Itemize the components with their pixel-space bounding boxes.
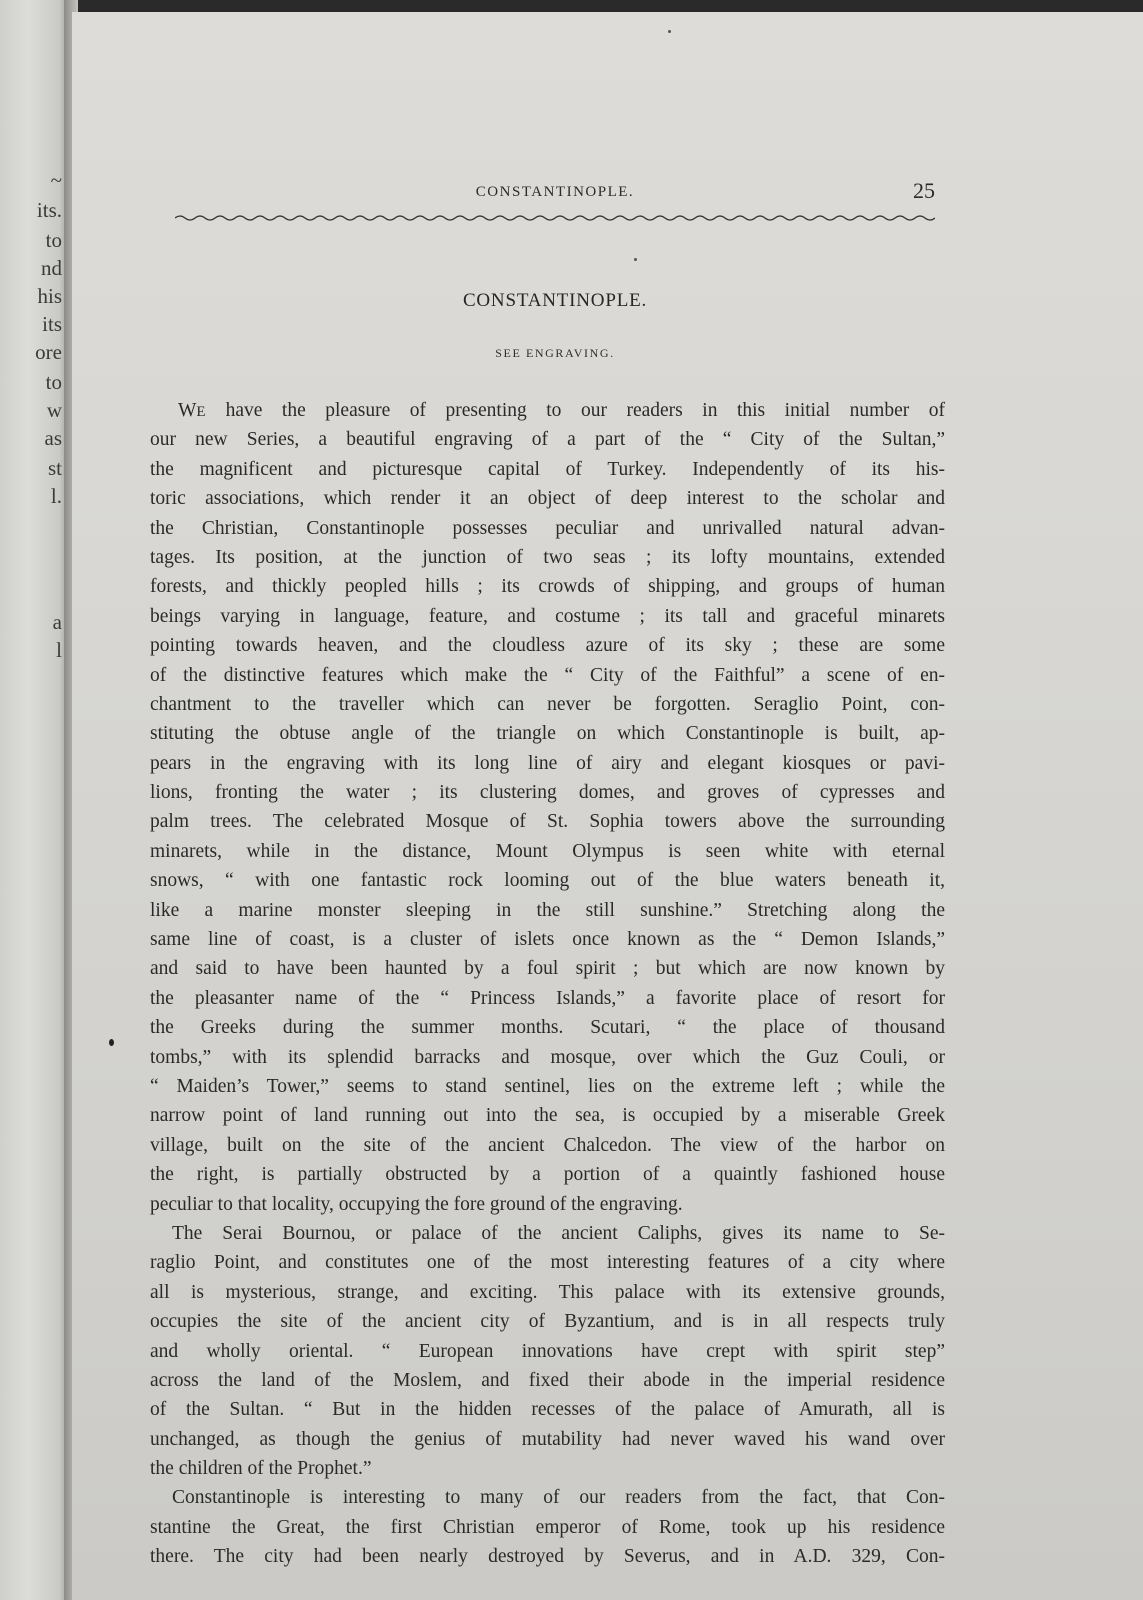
body-line: peculiar to that locality, occupying the fore ground of the engraving.: [150, 1193, 683, 1215]
body-line: “ Maiden’s Tower,” seems to stand sentinel, lies on the extreme left ; while the: [150, 1075, 945, 1097]
body-line: occupies the site of the ancient city of Byzantium, and is in all respects truly: [150, 1311, 945, 1333]
body-line: Constantinople is interesting to many of our readers from the fact, that Con-: [172, 1487, 945, 1509]
body-line: of the distinctive features which make the “ City of the Faithful” a scene of en-: [150, 664, 945, 686]
prev-page-fragment: ore: [35, 340, 62, 364]
running-title: CONSTANTINOPLE.: [475, 184, 635, 200]
prev-page-fragment: a: [52, 610, 62, 634]
article-body: [150, 396, 945, 1572]
prev-page-fragment: as: [44, 426, 62, 450]
paper-speck: [634, 258, 637, 261]
body-line: pears in the engraving with its long line of airy and elegant kiosques or pavi-: [150, 752, 945, 774]
body-line: The Serai Bournou, or palace of the ancient Caliphs, gives its name to Se-: [172, 1222, 945, 1244]
body-line: village, built on the site of the ancient Chalcedon. The view of the harbor on: [150, 1134, 945, 1156]
body-line: and wholly oriental. “ European innovations have crept with spirit step”: [150, 1340, 945, 1362]
small-caps: E: [196, 404, 207, 420]
body-line: lions, fronting the water ; its clustering domes, and groves of cypresses and: [150, 782, 945, 804]
body-line: like a marine monster sleeping in the still sunshine.” Stretching along the: [150, 899, 945, 921]
prev-page-fragment: w: [46, 398, 62, 422]
body-line: stantine the Great, the first Christian emperor of Rome, took up his residence: [150, 1516, 945, 1538]
body-line: toric associations, which render it an object of deep interest to the scholar and: [150, 488, 945, 510]
body-line: all is mysterious, strange, and exciting. This palace with its extensive grounds,: [150, 1281, 945, 1303]
body-line: and said to have been haunted by a foul spirit ; but which are now known by: [150, 958, 945, 980]
body-line: the children of the Prophet.”: [150, 1458, 372, 1480]
body-line: forests, and thickly peopled hills ; its crowds of shipping, and groups of human: [150, 576, 945, 598]
body-line: our new Series, a beautiful engraving of a part of the “ City of the Sultan,”: [150, 429, 945, 451]
prev-page-fragment: l.: [50, 484, 62, 508]
body-line: unchanged, as though the genius of mutability had never waved his wand over: [150, 1428, 945, 1450]
running-header: [175, 180, 935, 208]
prev-page-fragment: its.: [36, 198, 62, 222]
prev-page-fragment: ~: [50, 168, 62, 192]
ink-spot: [109, 1039, 114, 1046]
drop-initial: W: [178, 400, 197, 421]
body-line: the pleasanter name of the “ Princess Islands,” a favorite place of resort for: [150, 987, 945, 1009]
body-line: minarets, while in the distance, Mount Olympus is seen white with eternal: [150, 840, 945, 862]
body-line: pointing towards heaven, and the cloudless azure of its sky ; these are some: [150, 635, 945, 657]
prev-page-fragment: nd: [41, 256, 62, 280]
body-line: beings varying in language, feature, and costume ; its tall and graceful minarets: [150, 605, 945, 627]
body-line: of the Sultan. “ But in the hidden recesses of the palace of Amurath, all is: [150, 1399, 945, 1421]
previous-page-edge: [0, 0, 70, 1600]
body-line: the Greeks during the summer months. Scutari, “ the place of thousand: [150, 1017, 945, 1039]
prev-page-fragment: to: [45, 370, 62, 394]
prev-page-fragment: to: [45, 228, 62, 252]
prev-page-fragment: his: [37, 284, 62, 308]
body-line: tages. Its position, at the junction of two seas ; its lofty mountains, extended: [150, 546, 945, 568]
body-line: there. The city had been nearly destroyed by Severus, and in A.D. 329, Con-: [150, 1546, 945, 1568]
paper-speck: [668, 30, 671, 33]
prev-page-fragment: l: [56, 638, 62, 662]
body-line: same line of coast, is a cluster of islets once known as the “ Demon Islands,”: [150, 929, 945, 951]
body-line: chantment to the traveller which can never be forgotten. Seraglio Point, con-: [150, 693, 945, 715]
body-line: across the land of the Moslem, and fixed their abode in the imperial residence: [150, 1369, 945, 1391]
wavy-header-rule: [175, 213, 935, 223]
body-line: stituting the obtuse angle of the triangle on which Constantinople is built, ap-: [150, 723, 945, 745]
body-line: narrow point of land running out into the sea, is occupied by a miserable Greek: [150, 1105, 945, 1127]
body-line: the magnificent and picturesque capital of Turkey. Independently of its his-: [150, 458, 945, 480]
article-subtitle: SEE ENGRAVING.: [495, 346, 615, 360]
prev-page-fragment: its: [42, 312, 62, 336]
article-title: CONSTANTINOPLE.: [462, 290, 648, 311]
body-line: the Christian, Constantinople possesses peculiar and unrivalled natural advan-: [150, 517, 945, 539]
page-number: 25: [913, 178, 935, 203]
body-line: palm trees. The celebrated Mosque of St. Sophia towers above the surrounding: [150, 811, 945, 833]
body-line: raglio Point, and constitutes one of the most interesting features of a city where: [150, 1252, 945, 1274]
body-line: WE have the pleasure of presenting to our readers in this initial number of: [178, 400, 945, 421]
prev-page-fragment: st: [47, 456, 62, 480]
body-line: snows, “ with one fantastic rock looming out of the blue waters beneath it,: [150, 870, 945, 892]
body-line: the right, is partially obstructed by a portion of a quaintly fashioned house: [150, 1164, 945, 1186]
body-line: tombs,” with its splendid barracks and mosque, over which the Guz Couli, or: [150, 1046, 945, 1068]
